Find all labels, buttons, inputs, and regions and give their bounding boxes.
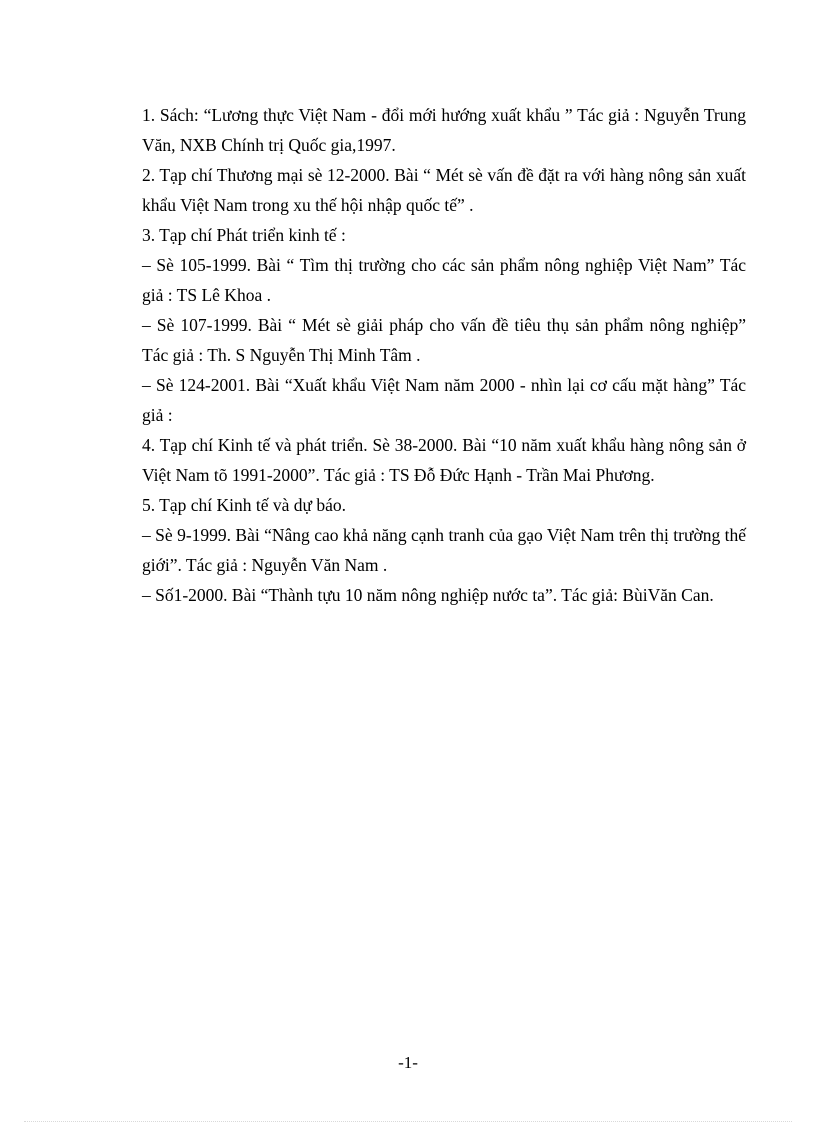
page-bottom-divider <box>24 1121 792 1122</box>
reference-subitem-5b: – Số1-2000. Bài “Thành tựu 10 năm nông nghiệp nước ta”. Tác giả: BùiVăn Can. <box>142 585 714 605</box>
reference-subitem-3c: – Sè 124-2001. Bài “Xuất khẩu Việt Nam năm 2000 - nhìn lại cơ cấu mặt hàng” Tác giả : <box>142 375 746 425</box>
page-number: -1- <box>398 1053 418 1072</box>
reference-item-4: 4. Tạp chí Kinh tế và phát triển. Sè 38-2000. Bài “10 năm xuất khẩu hàng nông sản ở Việt Nam tõ 1991-2000”. Tác giả : TS Đỗ Đức Hạnh - Trần Mai Phương. <box>142 435 746 485</box>
reference-list <box>142 100 746 610</box>
reference-item-3: 3. Tạp chí Phát triển kinh tế : <box>142 225 346 245</box>
reference-subitem-3a: – Sè 105-1999. Bài “ Tìm thị trường cho các sản phẩm nông nghiệp Việt Nam” Tác giả : TS Lê Khoa . <box>142 255 746 305</box>
reference-subitem-5a: – Sè 9-1999. Bài “Nâng cao khả năng cạnh tranh của gạo Việt Nam trên thị trường thế giới”. Tác giả : Nguyễn Văn Nam . <box>142 525 746 575</box>
reference-subitem-3b: – Sè 107-1999. Bài “ Mét sè giải pháp cho vấn đề tiêu thụ sản phẩm nông nghiệp” Tác giả : Th. S Nguyễn Thị Minh Tâm . <box>142 315 746 365</box>
reference-item-5: 5. Tạp chí Kinh tế và dự báo. <box>142 495 347 515</box>
reference-item-2: 2. Tạp chí Thương mại sè 12-2000. Bài “ Mét sè vấn đề đặt ra với hàng nông sản xuất khẩu Việt Nam trong xu thế hội nhập quốc tế” . <box>142 165 746 215</box>
reference-item-1: 1. Sách: “Lương thực Việt Nam - đổi mới hướng xuất khẩu ” Tác giả : Nguyễn Trung Văn, NXB Chính trị Quốc gia,1997. <box>142 105 746 155</box>
